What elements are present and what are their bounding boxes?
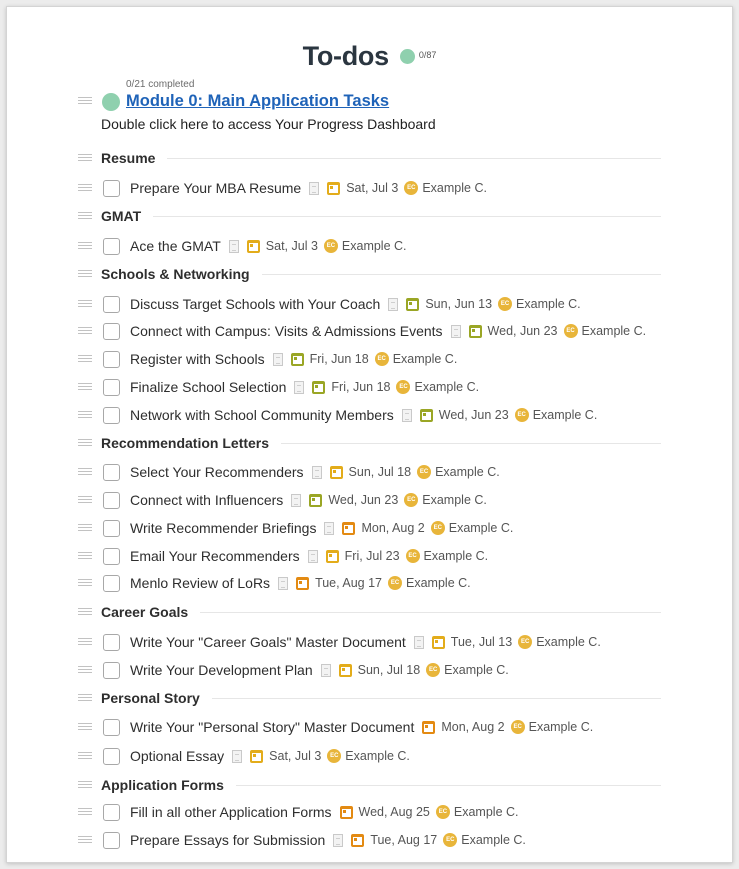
task-row[interactable] bbox=[103, 573, 471, 593]
assignee-name[interactable]: Example C. bbox=[448, 521, 514, 535]
assignee-name[interactable]: Example C. bbox=[453, 805, 519, 819]
assignee-name[interactable]: Example C. bbox=[581, 324, 647, 338]
assignee-avatar: EC bbox=[375, 352, 389, 366]
task-label[interactable]: Email Your Recommenders bbox=[130, 548, 300, 564]
notes-icon[interactable] bbox=[291, 494, 301, 507]
task-row[interactable] bbox=[103, 802, 519, 822]
notes-icon[interactable] bbox=[278, 577, 288, 590]
due-date[interactable]: Wed, Aug 25 bbox=[358, 805, 430, 819]
notes-icon[interactable] bbox=[324, 522, 334, 535]
assignee-name[interactable]: Example C. bbox=[406, 576, 471, 590]
drag-handle-icon[interactable] bbox=[78, 552, 92, 560]
task-checkbox[interactable] bbox=[103, 238, 120, 255]
due-date[interactable]: Tue, Aug 17 bbox=[315, 576, 383, 590]
due-date[interactable]: Wed, Jun 23 bbox=[438, 408, 509, 422]
calendar-icon bbox=[330, 466, 343, 479]
assignee-avatar: EC bbox=[404, 493, 418, 507]
assignee-avatar: EC bbox=[388, 576, 402, 590]
drag-handle-icon[interactable] bbox=[78, 496, 92, 504]
task-checkbox[interactable] bbox=[103, 748, 120, 765]
task-label[interactable]: Prepare Essays for Submission bbox=[130, 832, 326, 848]
due-date[interactable]: Mon, Aug 2 bbox=[441, 720, 505, 734]
assignee-avatar: EC bbox=[327, 749, 341, 763]
section-header bbox=[101, 688, 661, 708]
calendar-icon bbox=[432, 636, 445, 649]
task-label[interactable]: Discuss Target Schools with Your Coach bbox=[130, 296, 381, 312]
section-header bbox=[101, 264, 661, 284]
assignee-avatar: EC bbox=[396, 380, 410, 394]
drag-handle-icon[interactable] bbox=[78, 154, 92, 162]
due-date[interactable]: Mon, Aug 2 bbox=[361, 521, 425, 535]
section-divider bbox=[167, 158, 661, 159]
drag-handle-icon[interactable] bbox=[78, 836, 92, 844]
calendar-icon bbox=[420, 409, 433, 422]
task-label[interactable]: Network with School Community Members bbox=[130, 407, 394, 423]
drag-handle-icon[interactable] bbox=[78, 808, 92, 816]
assignee-name[interactable]: Example C. bbox=[435, 465, 500, 479]
page-title: To-dos bbox=[302, 40, 389, 71]
task-label[interactable]: Select Your Recommenders bbox=[130, 464, 304, 480]
notes-icon[interactable] bbox=[229, 240, 239, 253]
title-row bbox=[7, 39, 732, 73]
assignee-avatar: EC bbox=[324, 239, 338, 253]
drag-handle-icon[interactable] bbox=[78, 242, 92, 250]
drag-handle-icon[interactable] bbox=[78, 327, 92, 335]
calendar-icon bbox=[309, 494, 322, 507]
task-label[interactable]: Write Your "Personal Story" Master Document bbox=[130, 719, 415, 735]
calendar-icon bbox=[469, 325, 482, 338]
task-label[interactable]: Register with Schools bbox=[130, 351, 265, 367]
calendar-icon bbox=[351, 834, 364, 847]
assignee-name[interactable]: Example C. bbox=[345, 749, 410, 763]
due-date[interactable]: Sat, Jul 3 bbox=[346, 181, 399, 195]
assignee-avatar: EC bbox=[443, 833, 457, 847]
task-checkbox[interactable] bbox=[103, 296, 120, 313]
task-row[interactable] bbox=[103, 377, 479, 397]
section-title: Application Forms bbox=[101, 777, 224, 793]
notes-icon[interactable] bbox=[273, 353, 283, 366]
task-row[interactable] bbox=[103, 294, 581, 314]
section-header bbox=[101, 775, 661, 795]
notes-icon[interactable] bbox=[312, 466, 322, 479]
due-date[interactable]: Sat, Jul 3 bbox=[265, 239, 318, 253]
calendar-icon bbox=[247, 240, 260, 253]
task-label[interactable]: Menlo Review of LoRs bbox=[130, 575, 271, 591]
section-divider bbox=[212, 698, 661, 699]
assignee-avatar: EC bbox=[518, 635, 532, 649]
module-status-icon bbox=[102, 93, 120, 111]
section-title: Career Goals bbox=[101, 604, 189, 620]
task-label[interactable]: Prepare Your MBA Resume bbox=[130, 180, 302, 196]
task-label[interactable]: Fill in all other Application Forms bbox=[130, 804, 332, 820]
assignee-avatar: EC bbox=[404, 181, 418, 195]
due-date[interactable]: Tue, Aug 17 bbox=[370, 833, 438, 847]
calendar-icon bbox=[250, 750, 263, 763]
task-row[interactable] bbox=[103, 178, 487, 198]
section-title: Schools & Networking bbox=[101, 266, 250, 282]
task-row[interactable] bbox=[103, 321, 646, 341]
calendar-icon bbox=[339, 664, 352, 677]
task-label[interactable]: Write Your "Career Goals" Master Document bbox=[130, 634, 406, 650]
task-row[interactable] bbox=[103, 349, 457, 369]
task-label[interactable]: Write Your Development Plan bbox=[130, 662, 313, 678]
assignee-avatar: EC bbox=[498, 297, 512, 311]
assignee-name[interactable]: Example C. bbox=[422, 493, 487, 507]
notes-icon[interactable] bbox=[309, 182, 319, 195]
drag-handle-icon[interactable] bbox=[78, 439, 92, 447]
drag-handle-icon[interactable] bbox=[78, 212, 92, 220]
due-date[interactable]: Sat, Jul 3 bbox=[269, 749, 322, 763]
task-checkbox[interactable] bbox=[103, 804, 120, 821]
calendar-icon bbox=[296, 577, 309, 590]
progress-indicator-icon bbox=[400, 49, 415, 64]
calendar-icon bbox=[326, 550, 339, 563]
section-divider bbox=[281, 443, 661, 444]
task-row[interactable] bbox=[103, 717, 593, 737]
task-checkbox[interactable] bbox=[103, 407, 120, 424]
drag-handle-icon[interactable] bbox=[78, 752, 92, 760]
assignee-avatar: EC bbox=[406, 549, 420, 563]
assignee-name[interactable]: Example C. bbox=[536, 635, 601, 649]
assignee-avatar: EC bbox=[515, 408, 529, 422]
drag-handle-icon[interactable] bbox=[78, 97, 92, 105]
section-divider bbox=[153, 216, 661, 217]
todo-count: 0/87 bbox=[418, 50, 437, 60]
task-checkbox[interactable] bbox=[103, 520, 120, 537]
drag-handle-icon[interactable] bbox=[78, 638, 92, 646]
notes-icon[interactable] bbox=[388, 298, 398, 311]
assignee-name[interactable]: Example C. bbox=[341, 239, 407, 253]
drag-handle-icon[interactable] bbox=[78, 694, 92, 702]
drag-handle-icon[interactable] bbox=[78, 300, 92, 308]
assignee-name[interactable]: Example C. bbox=[528, 720, 594, 734]
task-checkbox[interactable] bbox=[103, 379, 120, 396]
section-header bbox=[101, 602, 661, 622]
notes-icon[interactable] bbox=[308, 550, 318, 563]
assignee-name[interactable]: Example C. bbox=[444, 663, 509, 677]
notes-icon[interactable] bbox=[414, 636, 424, 649]
drag-handle-icon[interactable] bbox=[78, 524, 92, 532]
assignee-name[interactable]: Example C. bbox=[461, 833, 526, 847]
drag-handle-icon[interactable] bbox=[78, 270, 92, 278]
section-header bbox=[101, 148, 661, 168]
task-row[interactable] bbox=[103, 660, 509, 680]
task-label[interactable]: Connect with Campus: Visits & Admissions Events bbox=[130, 323, 443, 339]
task-checkbox[interactable] bbox=[103, 832, 120, 849]
due-date[interactable]: Wed, Jun 23 bbox=[328, 493, 399, 507]
section-title: Personal Story bbox=[101, 690, 200, 706]
assignee-avatar: EC bbox=[431, 521, 445, 535]
due-date[interactable]: Tue, Jul 13 bbox=[450, 635, 513, 649]
task-checkbox[interactable] bbox=[103, 575, 120, 592]
module-completed-count: 0/21 completed bbox=[126, 79, 195, 90]
calendar-icon bbox=[422, 721, 435, 734]
assignee-avatar: EC bbox=[511, 720, 525, 734]
calendar-icon bbox=[406, 298, 419, 311]
task-label[interactable]: Optional Essay bbox=[130, 748, 225, 764]
task-row[interactable] bbox=[103, 236, 407, 256]
task-label[interactable]: Finalize School Selection bbox=[130, 379, 287, 395]
due-date[interactable]: Fri, Jun 18 bbox=[309, 352, 369, 366]
task-checkbox[interactable] bbox=[103, 180, 120, 197]
calendar-icon bbox=[327, 182, 340, 195]
task-checkbox[interactable] bbox=[103, 492, 120, 509]
task-checkbox[interactable] bbox=[103, 464, 120, 481]
calendar-icon bbox=[312, 381, 325, 394]
due-date[interactable]: Sun, Jun 13 bbox=[425, 297, 493, 311]
drag-handle-icon[interactable] bbox=[78, 411, 92, 419]
section-title: Recommendation Letters bbox=[101, 435, 270, 451]
task-row[interactable] bbox=[103, 490, 487, 510]
module-title-link[interactable]: Module 0: Main Application Tasks bbox=[126, 92, 390, 110]
section-divider bbox=[262, 274, 661, 275]
assignee-name[interactable]: Example C. bbox=[392, 352, 458, 366]
dashboard-note: Double click here to access Your Progress Dashboard bbox=[101, 116, 436, 132]
due-date[interactable]: Sun, Jul 18 bbox=[348, 465, 412, 479]
assignee-avatar: EC bbox=[564, 324, 578, 338]
notes-icon[interactable] bbox=[294, 381, 304, 394]
due-date[interactable]: Wed, Jun 23 bbox=[487, 324, 558, 338]
task-checkbox[interactable] bbox=[103, 719, 120, 736]
section-title: Resume bbox=[101, 150, 156, 166]
task-checkbox[interactable] bbox=[103, 548, 120, 565]
task-checkbox[interactable] bbox=[103, 634, 120, 651]
assignee-name[interactable]: Example C. bbox=[414, 380, 480, 394]
task-row[interactable] bbox=[103, 462, 500, 482]
due-date[interactable]: Fri, Jun 18 bbox=[331, 380, 391, 394]
drag-handle-icon[interactable] bbox=[78, 666, 92, 674]
drag-handle-icon[interactable] bbox=[78, 579, 92, 587]
drag-handle-icon[interactable] bbox=[78, 184, 92, 192]
section-divider bbox=[200, 612, 661, 613]
section-header bbox=[101, 206, 661, 226]
assignee-avatar: EC bbox=[436, 805, 450, 819]
section-header bbox=[101, 433, 661, 453]
task-row[interactable] bbox=[103, 830, 526, 850]
task-label[interactable]: Ace the GMAT bbox=[130, 238, 221, 254]
drag-handle-icon[interactable] bbox=[78, 468, 92, 476]
task-checkbox[interactable] bbox=[103, 662, 120, 679]
drag-handle-icon[interactable] bbox=[78, 383, 92, 391]
task-row[interactable] bbox=[103, 632, 601, 652]
drag-handle-icon[interactable] bbox=[78, 723, 92, 731]
assignee-name[interactable]: Example C. bbox=[423, 549, 489, 563]
assignee-name[interactable]: Example C. bbox=[516, 297, 581, 311]
task-row[interactable] bbox=[103, 746, 410, 766]
assignee-avatar: EC bbox=[417, 465, 431, 479]
notes-icon[interactable] bbox=[333, 834, 343, 847]
task-row[interactable] bbox=[103, 546, 488, 566]
task-row[interactable] bbox=[103, 518, 513, 538]
task-label[interactable]: Write Recommender Briefings bbox=[130, 520, 317, 536]
due-date[interactable]: Fri, Jul 23 bbox=[344, 549, 400, 563]
drag-handle-icon[interactable] bbox=[78, 355, 92, 363]
assignee-name[interactable]: Example C. bbox=[532, 408, 598, 422]
assignee-avatar: EC bbox=[426, 663, 440, 677]
task-checkbox[interactable] bbox=[103, 323, 120, 340]
calendar-icon bbox=[340, 806, 353, 819]
calendar-icon bbox=[342, 522, 355, 535]
task-checkbox[interactable] bbox=[103, 351, 120, 368]
due-date[interactable]: Sun, Jul 18 bbox=[357, 663, 421, 677]
notes-icon[interactable] bbox=[321, 664, 331, 677]
notes-icon[interactable] bbox=[402, 409, 412, 422]
section-divider bbox=[236, 785, 661, 786]
task-label[interactable]: Connect with Influencers bbox=[130, 492, 284, 508]
calendar-icon bbox=[291, 353, 304, 366]
todos-window bbox=[6, 6, 733, 863]
notes-icon[interactable] bbox=[451, 325, 461, 338]
drag-handle-icon[interactable] bbox=[78, 608, 92, 616]
section-title: GMAT bbox=[101, 208, 142, 224]
task-row[interactable] bbox=[103, 405, 597, 425]
drag-handle-icon[interactable] bbox=[78, 781, 92, 789]
notes-icon[interactable] bbox=[232, 750, 242, 763]
assignee-name[interactable]: Example C. bbox=[422, 181, 487, 195]
